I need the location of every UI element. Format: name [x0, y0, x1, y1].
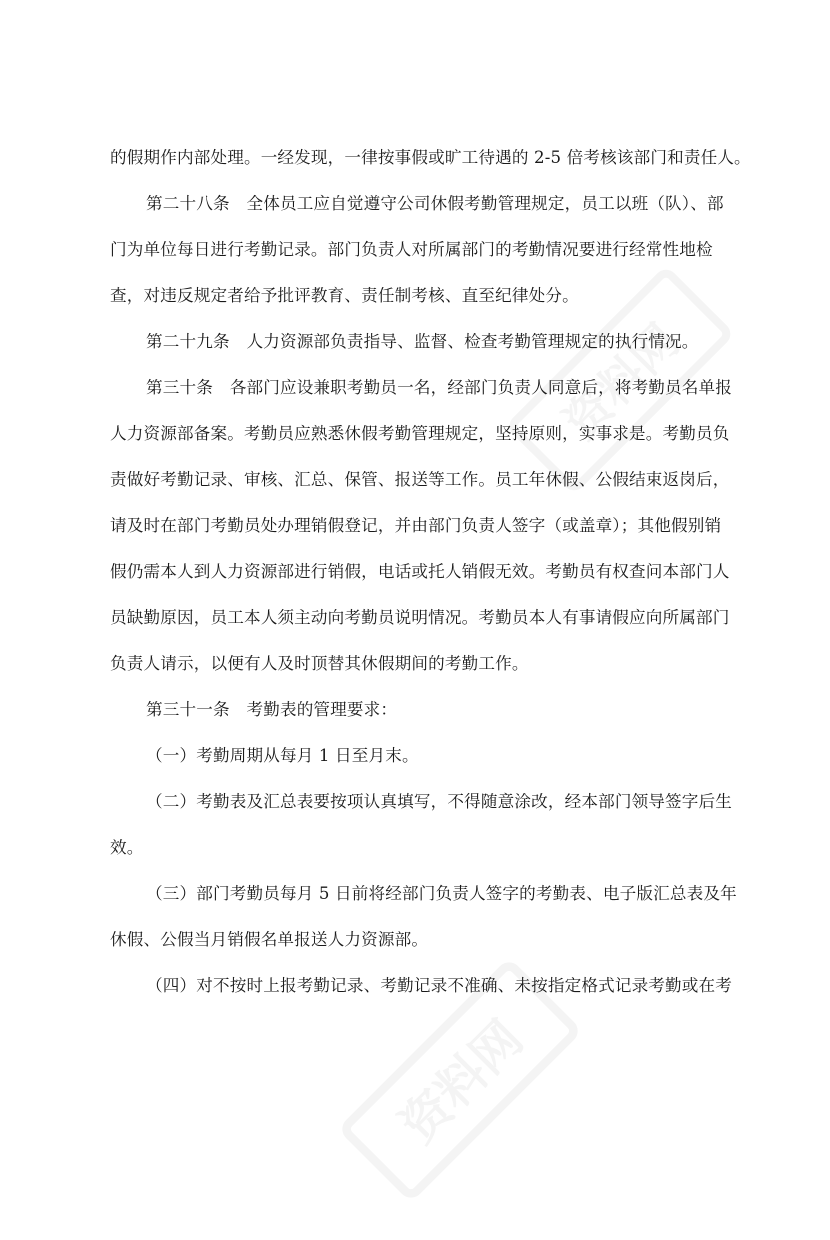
list-item-2: （二）考勤表及汇总表要按项认真填写，不得随意涂改，经本部门领导签字后生 — [146, 792, 733, 811]
text-line: 请及时在部门考勤员处办理销假登记，并由部门负责人签字（或盖章）；其他假别销 — [110, 516, 722, 535]
list-item-1: （一）考勤周期从每月 1 日至月末。 — [146, 746, 419, 765]
text-line: 员缺勤原因，员工本人须主动向考勤员说明情况。考勤员本人有事请假应向所属部门 — [110, 608, 730, 627]
text-line: 门为单位每日进行考勤记录。部门负责人对所属部门的考勤情况要进行经常性地检 — [110, 240, 713, 259]
watermark-text: 资料网 — [389, 1009, 535, 1155]
text-line: 责做好考勤记录、审核、汇总、保管、报送等工作。员工年休假、公假结束返岗后， — [110, 470, 730, 489]
text-line: 休假、公假当月销假名单报送人力资源部。 — [110, 930, 429, 949]
text-line: 查，对违反规定者给予批评教育、责任制考核、直至纪律处分。 — [110, 286, 579, 305]
article-30-line: 第三十条 各部门应设兼职考勤员一名，经部门负责人同意后，将考勤员名单报 — [146, 378, 733, 397]
watermark-text: 资料网 — [553, 313, 690, 450]
article-29-line: 第二十九条 人力资源部负责指导、监督、检查考勤管理规定的执行情况。 — [146, 332, 699, 351]
text-line: 效。 — [110, 838, 144, 857]
text-line: 人力资源部备案。考勤员应熟悉休假考勤管理规定，坚持原则，实事求是。考勤员负 — [110, 424, 730, 443]
text-line: 的假期作内部处理。一经发现，一律按事假或旷工待遇的 2-5 倍考核该部门和责任人。 — [110, 148, 751, 167]
text-line: 假仍需本人到人力资源部进行销假，电话或托人销假无效。考勤员有权查问本部门人 — [110, 562, 730, 581]
text-line: 负责人请示，以便有人及时顶替其休假期间的考勤工作。 — [110, 654, 529, 673]
article-31-line: 第三十一条 考勤表的管理要求： — [146, 700, 398, 719]
article-28-line: 第二十八条 全体员工应自觉遵守公司休假考勤管理规定，员工以班（队）、部 — [146, 194, 724, 213]
list-item-4: （四）对不按时上报考勤记录、考勤记录不准确、未按指定格式记录考勤或在考 — [146, 976, 733, 995]
watermark-logo-lower — [300, 920, 620, 1240]
list-item-3: （三）部门考勤员每月 5 日前将经部门负责人签字的考勤表、电子版汇总表及年 — [146, 884, 737, 903]
